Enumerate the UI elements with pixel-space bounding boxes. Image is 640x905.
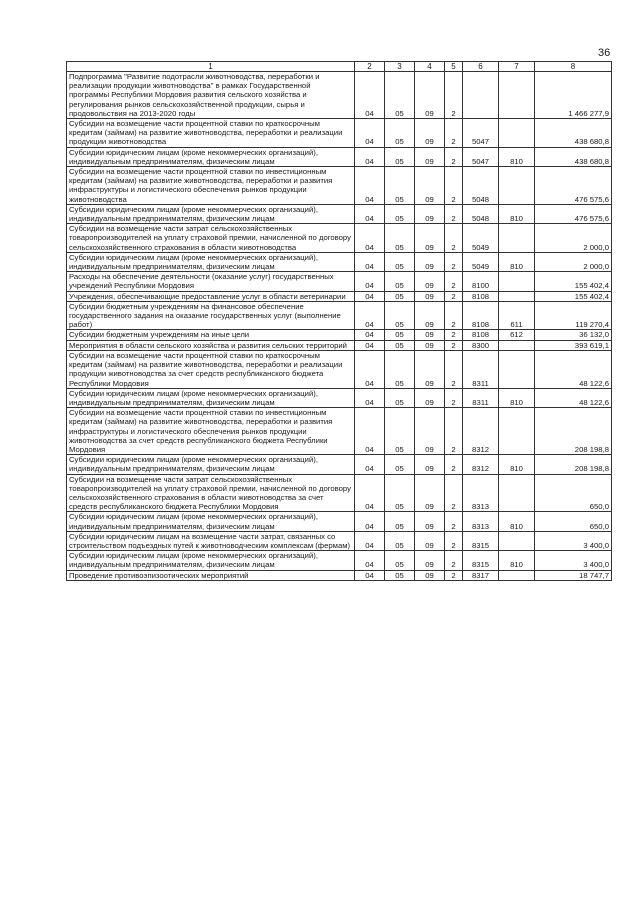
row-code-2: 04: [355, 272, 385, 291]
row-code-7: [499, 570, 535, 580]
row-code-5: 2: [445, 531, 463, 550]
row-code-2: 04: [355, 72, 385, 119]
row-code-5: 2: [445, 350, 463, 388]
table-row: [67, 272, 612, 291]
row-code-7: 611: [499, 301, 535, 330]
row-amount: 119 270,4: [535, 301, 612, 330]
row-code-6: 8313: [463, 474, 499, 512]
row-name: Субсидии юридическим лицам (кроме некоммерческих организаций), индивидуальным предпринимателям, физическим лицам: [67, 147, 355, 166]
table-row: [67, 531, 612, 550]
row-code-3: 05: [385, 531, 415, 550]
row-code-4: 09: [415, 291, 445, 301]
row-code-4: 09: [415, 167, 445, 205]
row-name: Субсидии юридическим лицам (кроме некоммерческих организаций), индивидуальным предпринимателям, физическим лицам: [67, 512, 355, 531]
row-code-4: 09: [415, 350, 445, 388]
table-row: [67, 252, 612, 271]
row-code-6: 8108: [463, 301, 499, 330]
row-amount: 393 619,1: [535, 340, 612, 350]
row-code-5: 2: [445, 167, 463, 205]
row-code-6: 8311: [463, 350, 499, 388]
table-row: [67, 167, 612, 205]
row-code-4: 09: [415, 72, 445, 119]
row-name: Субсидии на возмещение части процентной ставки по краткосрочным кредитам (займам) на развитие животноводства, переработки и реализации продукции животноводства за счет средств республиканского бюджета Республики Мордовия: [67, 350, 355, 388]
row-code-4: 09: [415, 408, 445, 455]
row-code-7: 810: [499, 252, 535, 271]
row-code-7: [499, 474, 535, 512]
row-code-6: 8315: [463, 531, 499, 550]
row-code-7: 810: [499, 204, 535, 223]
row-code-4: 09: [415, 272, 445, 291]
row-code-7: [499, 340, 535, 350]
row-code-3: 05: [385, 408, 415, 455]
table-row: [67, 224, 612, 253]
row-code-6: 8100: [463, 272, 499, 291]
row-code-5: 2: [445, 455, 463, 474]
row-code-2: 04: [355, 570, 385, 580]
table-row: [67, 455, 612, 474]
row-amount: 438 680,8: [535, 119, 612, 148]
table-row: [67, 340, 612, 350]
row-code-6: 5049: [463, 252, 499, 271]
column-header: 6: [463, 62, 499, 72]
table-row: [67, 301, 612, 330]
row-code-7: [499, 167, 535, 205]
row-name: Субсидии на возмещение части процентной ставки по инвестиционным кредитам (займам) на развитие животноводства, переработки и развития инфраструктуры и логистического обеспечения рынков продукции животноводства: [67, 167, 355, 205]
row-name: Субсидии юридическим лицам (кроме некоммерческих организаций), индивидуальным предпринимателям, физическим лицам: [67, 551, 355, 570]
row-name: Подпрограмма "Развитие подотрасли животноводства, переработки и реализации продукции животноводства" в рамках Государственной программы Республики Мордовия развития сельского хозяйства и регулирования рынков сельскохозяйственной продукции, сырья и продовольствия на 2013-2020 годы: [67, 72, 355, 119]
row-code-7: 810: [499, 551, 535, 570]
row-code-3: 05: [385, 340, 415, 350]
table-row: [67, 408, 612, 455]
row-code-7: 810: [499, 455, 535, 474]
row-code-4: 09: [415, 531, 445, 550]
row-name: Субсидии бюджетным учреждениям на финансовое обеспечение государственного задания на оказание государственных услуг (выполнение работ): [67, 301, 355, 330]
row-code-7: [499, 291, 535, 301]
column-header: 5: [445, 62, 463, 72]
row-amount: 208 198,8: [535, 455, 612, 474]
table-row: [67, 204, 612, 223]
row-code-5: 2: [445, 570, 463, 580]
row-code-6: 5048: [463, 167, 499, 205]
column-header: 8: [535, 62, 612, 72]
row-code-7: 810: [499, 147, 535, 166]
row-code-6: 8108: [463, 330, 499, 340]
row-code-7: [499, 272, 535, 291]
row-code-3: 05: [385, 167, 415, 205]
row-code-2: 04: [355, 119, 385, 148]
row-code-4: 09: [415, 388, 445, 407]
row-code-3: 05: [385, 330, 415, 340]
table-header-row: [67, 62, 612, 72]
row-code-3: 05: [385, 350, 415, 388]
row-code-2: 04: [355, 350, 385, 388]
column-header: 2: [355, 62, 385, 72]
table-row: [67, 388, 612, 407]
row-name: Субсидии на возмещение части затрат сельскохозяйственных товаропроизводителей на уплату страховой премии, начисленной по договору сельскохозяйственного страхования в области животноводства: [67, 224, 355, 253]
row-code-6: [463, 72, 499, 119]
row-code-6: 5049: [463, 224, 499, 253]
row-amount: 208 198,8: [535, 408, 612, 455]
row-code-2: 04: [355, 474, 385, 512]
row-amount: 438 680,8: [535, 147, 612, 166]
row-code-2: 04: [355, 455, 385, 474]
row-code-3: 05: [385, 551, 415, 570]
budget-table: [66, 61, 612, 581]
row-code-2: 04: [355, 147, 385, 166]
row-name: Мероприятия в области сельского хозяйства и развития сельских территорий: [67, 340, 355, 350]
row-code-4: 09: [415, 474, 445, 512]
row-code-4: 09: [415, 340, 445, 350]
row-code-3: 05: [385, 204, 415, 223]
row-code-4: 09: [415, 301, 445, 330]
row-code-3: 05: [385, 301, 415, 330]
row-code-5: 2: [445, 330, 463, 340]
row-code-3: 05: [385, 291, 415, 301]
row-code-2: 04: [355, 531, 385, 550]
row-code-2: 04: [355, 330, 385, 340]
table-row: [67, 551, 612, 570]
row-amount: 650,0: [535, 474, 612, 512]
row-name: Расходы на обеспечение деятельности (оказание услуг) государственных учреждений Республики Мордовия: [67, 272, 355, 291]
row-code-2: 04: [355, 252, 385, 271]
table-row: [67, 350, 612, 388]
row-code-6: 8312: [463, 455, 499, 474]
row-code-3: 05: [385, 224, 415, 253]
row-name: Субсидии юридическим лицам (кроме некоммерческих организаций), индивидуальным предпринимателям, физическим лицам: [67, 252, 355, 271]
column-header: 4: [415, 62, 445, 72]
row-amount: 476 575,6: [535, 167, 612, 205]
row-code-3: 05: [385, 512, 415, 531]
row-code-4: 09: [415, 330, 445, 340]
row-code-5: 2: [445, 72, 463, 119]
row-amount: 2 000,0: [535, 224, 612, 253]
row-amount: 2 000,0: [535, 252, 612, 271]
row-code-6: 8317: [463, 570, 499, 580]
row-code-7: 810: [499, 388, 535, 407]
row-code-3: 05: [385, 570, 415, 580]
row-code-4: 09: [415, 551, 445, 570]
row-code-6: 5047: [463, 147, 499, 166]
row-code-2: 04: [355, 340, 385, 350]
row-name: Субсидии на возмещение части процентной ставки по инвестиционным кредитам (займам) на развитие животноводства, переработки и развития инфраструктуры и логистического обеспечения рынков продукции животноводства за счет средств республиканского бюджета Республики Мордовия: [67, 408, 355, 455]
row-code-7: [499, 72, 535, 119]
row-name: Субсидии юридическим лицам (кроме некоммерческих организаций), индивидуальным предпринимателям, физическим лицам: [67, 204, 355, 223]
row-code-5: 2: [445, 272, 463, 291]
table-row: [67, 147, 612, 166]
row-code-4: 09: [415, 455, 445, 474]
row-code-5: 2: [445, 147, 463, 166]
row-name: Субсидии юридическим лицам (кроме некоммерческих организаций), индивидуальным предпринимателям, физическим лицам: [67, 388, 355, 407]
row-code-2: 04: [355, 224, 385, 253]
row-code-5: 2: [445, 224, 463, 253]
row-code-6: 8300: [463, 340, 499, 350]
row-code-5: 2: [445, 474, 463, 512]
table-row: [67, 512, 612, 531]
row-code-3: 05: [385, 272, 415, 291]
row-code-3: 05: [385, 388, 415, 407]
row-code-5: 2: [445, 291, 463, 301]
page-number: 36: [598, 47, 611, 59]
row-code-2: 04: [355, 167, 385, 205]
row-amount: 36 132,0: [535, 330, 612, 340]
row-code-2: 04: [355, 204, 385, 223]
row-name: Субсидии юридическим лицам (кроме некоммерческих организаций), индивидуальным предпринимателям, физическим лицам: [67, 455, 355, 474]
row-code-6: 8311: [463, 388, 499, 407]
row-code-2: 04: [355, 512, 385, 531]
table-row: [67, 291, 612, 301]
row-code-7: 810: [499, 512, 535, 531]
row-code-5: 2: [445, 204, 463, 223]
column-header: 3: [385, 62, 415, 72]
row-amount: 650,0: [535, 512, 612, 531]
table-row: [67, 474, 612, 512]
row-code-6: 8312: [463, 408, 499, 455]
row-name: Субсидии юридическим лицам на возмещение части затрат, связанных со строительством подъездных путей к животноводческим комплексам (фермам): [67, 531, 355, 550]
row-code-7: [499, 119, 535, 148]
row-code-4: 09: [415, 119, 445, 148]
row-code-4: 09: [415, 570, 445, 580]
row-code-6: 5048: [463, 204, 499, 223]
row-amount: 3 400,0: [535, 531, 612, 550]
row-amount: 155 402,4: [535, 291, 612, 301]
row-code-4: 09: [415, 252, 445, 271]
row-amount: 48 122,6: [535, 388, 612, 407]
row-code-2: 04: [355, 388, 385, 407]
row-code-3: 05: [385, 147, 415, 166]
row-name: Субсидии на возмещение части процентной ставки по краткосрочным кредитам (займам) на развитие животноводства, переработки и реализации продукции животноводства: [67, 119, 355, 148]
row-code-4: 09: [415, 224, 445, 253]
column-header: 1: [67, 62, 355, 72]
row-amount: 48 122,6: [535, 350, 612, 388]
row-code-4: 09: [415, 204, 445, 223]
row-code-5: 2: [445, 301, 463, 330]
row-code-7: [499, 350, 535, 388]
row-code-6: 8315: [463, 551, 499, 570]
row-name: Учреждения, обеспечивающие предоставление услуг в области ветеринарии: [67, 291, 355, 301]
row-code-5: 2: [445, 340, 463, 350]
row-code-7: 612: [499, 330, 535, 340]
row-code-4: 09: [415, 512, 445, 531]
row-name: Субсидии бюджетным учреждениям на иные цели: [67, 330, 355, 340]
table-row: [67, 72, 612, 119]
row-code-5: 2: [445, 119, 463, 148]
row-code-3: 05: [385, 455, 415, 474]
row-code-6: 8108: [463, 291, 499, 301]
row-code-5: 2: [445, 252, 463, 271]
row-code-5: 2: [445, 551, 463, 570]
row-amount: 1 466 277,9: [535, 72, 612, 119]
row-amount: 155 402,4: [535, 272, 612, 291]
row-code-5: 2: [445, 388, 463, 407]
row-code-2: 04: [355, 551, 385, 570]
row-amount: 476 575,6: [535, 204, 612, 223]
table-row: [67, 330, 612, 340]
row-code-3: 05: [385, 119, 415, 148]
row-amount: 18 747,7: [535, 570, 612, 580]
row-code-5: 2: [445, 512, 463, 531]
column-header: 7: [499, 62, 535, 72]
row-code-3: 05: [385, 252, 415, 271]
row-code-6: 8313: [463, 512, 499, 531]
row-amount: 3 400,0: [535, 551, 612, 570]
row-code-4: 09: [415, 147, 445, 166]
row-code-7: [499, 408, 535, 455]
row-code-5: 2: [445, 408, 463, 455]
row-code-3: 05: [385, 474, 415, 512]
table-row: [67, 570, 612, 580]
row-code-2: 04: [355, 408, 385, 455]
row-code-7: [499, 224, 535, 253]
row-code-7: [499, 531, 535, 550]
table-row: [67, 119, 612, 148]
row-name: Проведение противоэпизоотических мероприятий: [67, 570, 355, 580]
row-name: Субсидии на возмещение части затрат сельскохозяйственных товаропроизводителей на уплату страховой премии, начисленной по договору сельскохозяйственного страхования в области животноводства за счет средств республиканского бюджета Республики Мордовия: [67, 474, 355, 512]
row-code-6: 5047: [463, 119, 499, 148]
row-code-3: 05: [385, 72, 415, 119]
row-code-2: 04: [355, 291, 385, 301]
row-code-2: 04: [355, 301, 385, 330]
